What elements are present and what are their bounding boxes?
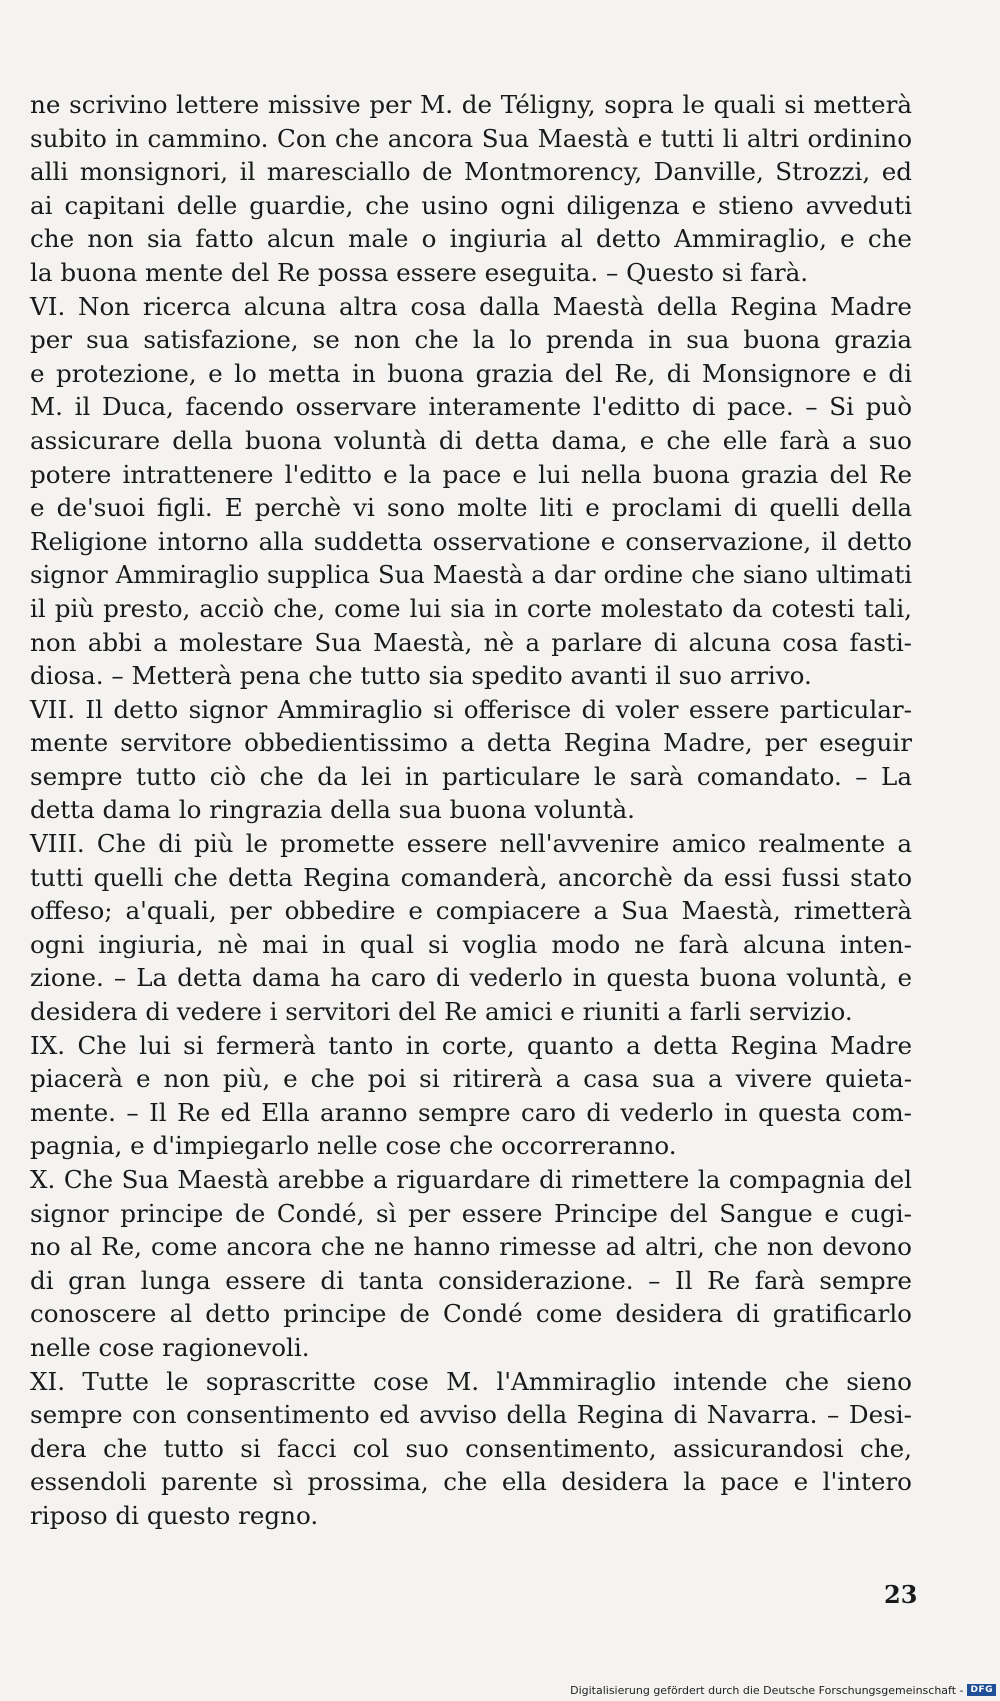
text-line: riposo di questo regno. bbox=[30, 1500, 319, 1530]
text-line: sempre con consentimento ed avviso della Regina di Navarra. – Desi- bbox=[30, 1400, 912, 1430]
text-line: no al Re, come ancora che ne hanno rimesse ad altri, che non devono bbox=[30, 1232, 912, 1262]
text-line: sempre tutto ciò che da lei in particulare le sarà comandato. – La bbox=[30, 761, 912, 791]
text-line: alli monsignori, il maresciallo de Montmorency, Danville, Strozzi, ed bbox=[30, 157, 912, 187]
text-line: mente. – Il Re ed Ella aranno sempre caro di vederlo in questa com- bbox=[30, 1097, 912, 1127]
text-line: assicurare della buona voluntà di detta dama, e che elle farà a suo bbox=[30, 425, 912, 455]
text-line: di gran lunga essere di tanta considerazione. – Il Re farà sempre bbox=[30, 1265, 912, 1295]
text-line: ai capitani delle guardie, che usino ogni diligenza e stieno avveduti bbox=[30, 190, 912, 220]
paragraph bbox=[30, 827, 912, 1029]
text-line: desidera di vedere i servitori del Re amici e riuniti a farli servizio. bbox=[30, 997, 853, 1027]
text-line: non abbi a molestare Sua Maestà, nè a parlare di alcuna cosa fasti- bbox=[30, 627, 912, 657]
paragraph bbox=[30, 1163, 912, 1365]
text-line: per sua satisfazione, se non che la lo prenda in sua buona grazia bbox=[30, 325, 912, 355]
text-line: potere intrattenere l'editto e la pace e lui nella buona grazia del Re bbox=[30, 459, 912, 489]
text-line: la buona mente del Re possa essere eseguita. – Questo si farà. bbox=[30, 257, 809, 287]
text-line: conoscere al detto principe de Condé come desidera di gratificarlo bbox=[30, 1299, 912, 1329]
text-line: mente servitore obbedientissimo a detta Regina Madre, per eseguir bbox=[30, 728, 912, 758]
text-line: offeso; a'quali, per obbedire e compiacere a Sua Maestà, rimetterà bbox=[30, 896, 912, 926]
text-body bbox=[30, 88, 912, 1533]
text-line: che non sia fatto alcun male o ingiuria al detto Ammiraglio, e che bbox=[30, 224, 912, 254]
text-line: pagnia, e d'impiegarlo nelle cose che occorreranno. bbox=[30, 1131, 677, 1161]
text-line: e protezione, e lo metta in buona grazia del Re, di Monsignore e di bbox=[30, 358, 912, 388]
text-line: tutti quelli che detta Regina comanderà, ancorchè da essi fussi stato bbox=[30, 862, 912, 892]
paragraph bbox=[30, 693, 912, 827]
text-line: piacerà e non più, e che poi si ritirerà a casa sua a vivere quieta- bbox=[30, 1064, 912, 1094]
text-line: Religione intorno alla suddetta osservatione e conservazione, il detto bbox=[30, 526, 912, 556]
text-line: IX. Che lui si fermerà tanto in corte, quanto a detta Regina Madre bbox=[30, 1030, 912, 1060]
text-line: M. il Duca, facendo osservare interamente l'editto di pace. – Si può bbox=[30, 392, 912, 422]
text-line: VII. Il detto signor Ammiraglio si offerisce di voler essere particular- bbox=[30, 694, 912, 724]
text-line: zione. – La detta dama ha caro di vederlo in questa buona voluntà, e bbox=[30, 963, 912, 993]
text-line: nelle cose ragionevoli. bbox=[30, 1332, 310, 1362]
footer-text: Digitalisierung gefördert durch die Deutsche Forschungsgemeinschaft - bbox=[570, 1683, 964, 1697]
text-line: VIII. Che di più le promette essere nell'avvenire amico realmente a bbox=[30, 829, 912, 859]
text-line: signor Ammiraglio supplica Sua Maestà a dar ordine che siano ultimati bbox=[30, 560, 912, 590]
digitization-footer bbox=[570, 1681, 996, 1699]
text-line: diosa. – Metterà pena che tutto sia spedito avanti il suo arrivo. bbox=[30, 661, 812, 691]
dfg-logo: DFG bbox=[967, 1684, 996, 1696]
page-number: 23 bbox=[884, 1580, 918, 1609]
text-line: X. Che Sua Maestà arebbe a riguardare di rimettere la compagnia del bbox=[30, 1165, 912, 1194]
text-line: detta dama lo ringrazia della sua buona voluntà. bbox=[30, 795, 635, 825]
text-line: XI. Tutte le soprascritte cose M. l'Ammiraglio intende che sieno bbox=[30, 1366, 912, 1396]
text-line: dera che tutto si facci col suo consentimento, assicurandosi che, bbox=[30, 1433, 912, 1463]
text-line: ne scrivino lettere missive per M. de Téligny, sopra le quali si metterà bbox=[30, 90, 912, 119]
text-line: essendoli parente sì prossima, che ella desidera la pace e l'intero bbox=[30, 1467, 912, 1497]
text-line: signor principe de Condé, sì per essere Principe del Sangue e cugi- bbox=[30, 1198, 912, 1228]
text-line: subito in cammino. Con che ancora Sua Maestà e tutti li altri ordinino bbox=[30, 123, 912, 153]
paragraph bbox=[30, 290, 912, 693]
text-line: e de'suoi figli. E perchè vi sono molte liti e proclami di quelli della bbox=[30, 493, 912, 523]
paragraph bbox=[30, 1029, 912, 1163]
paragraph bbox=[30, 88, 912, 290]
text-line: VI. Non ricerca alcuna altra cosa dalla Maestà della Regina Madre bbox=[30, 291, 912, 321]
text-line: il più presto, acciò che, come lui sia in corte molestato da cotesti tali, bbox=[30, 593, 912, 623]
paragraph bbox=[30, 1365, 912, 1533]
text-line: ogni ingiuria, nè mai in qual si voglia modo ne farà alcuna inten- bbox=[30, 929, 912, 959]
